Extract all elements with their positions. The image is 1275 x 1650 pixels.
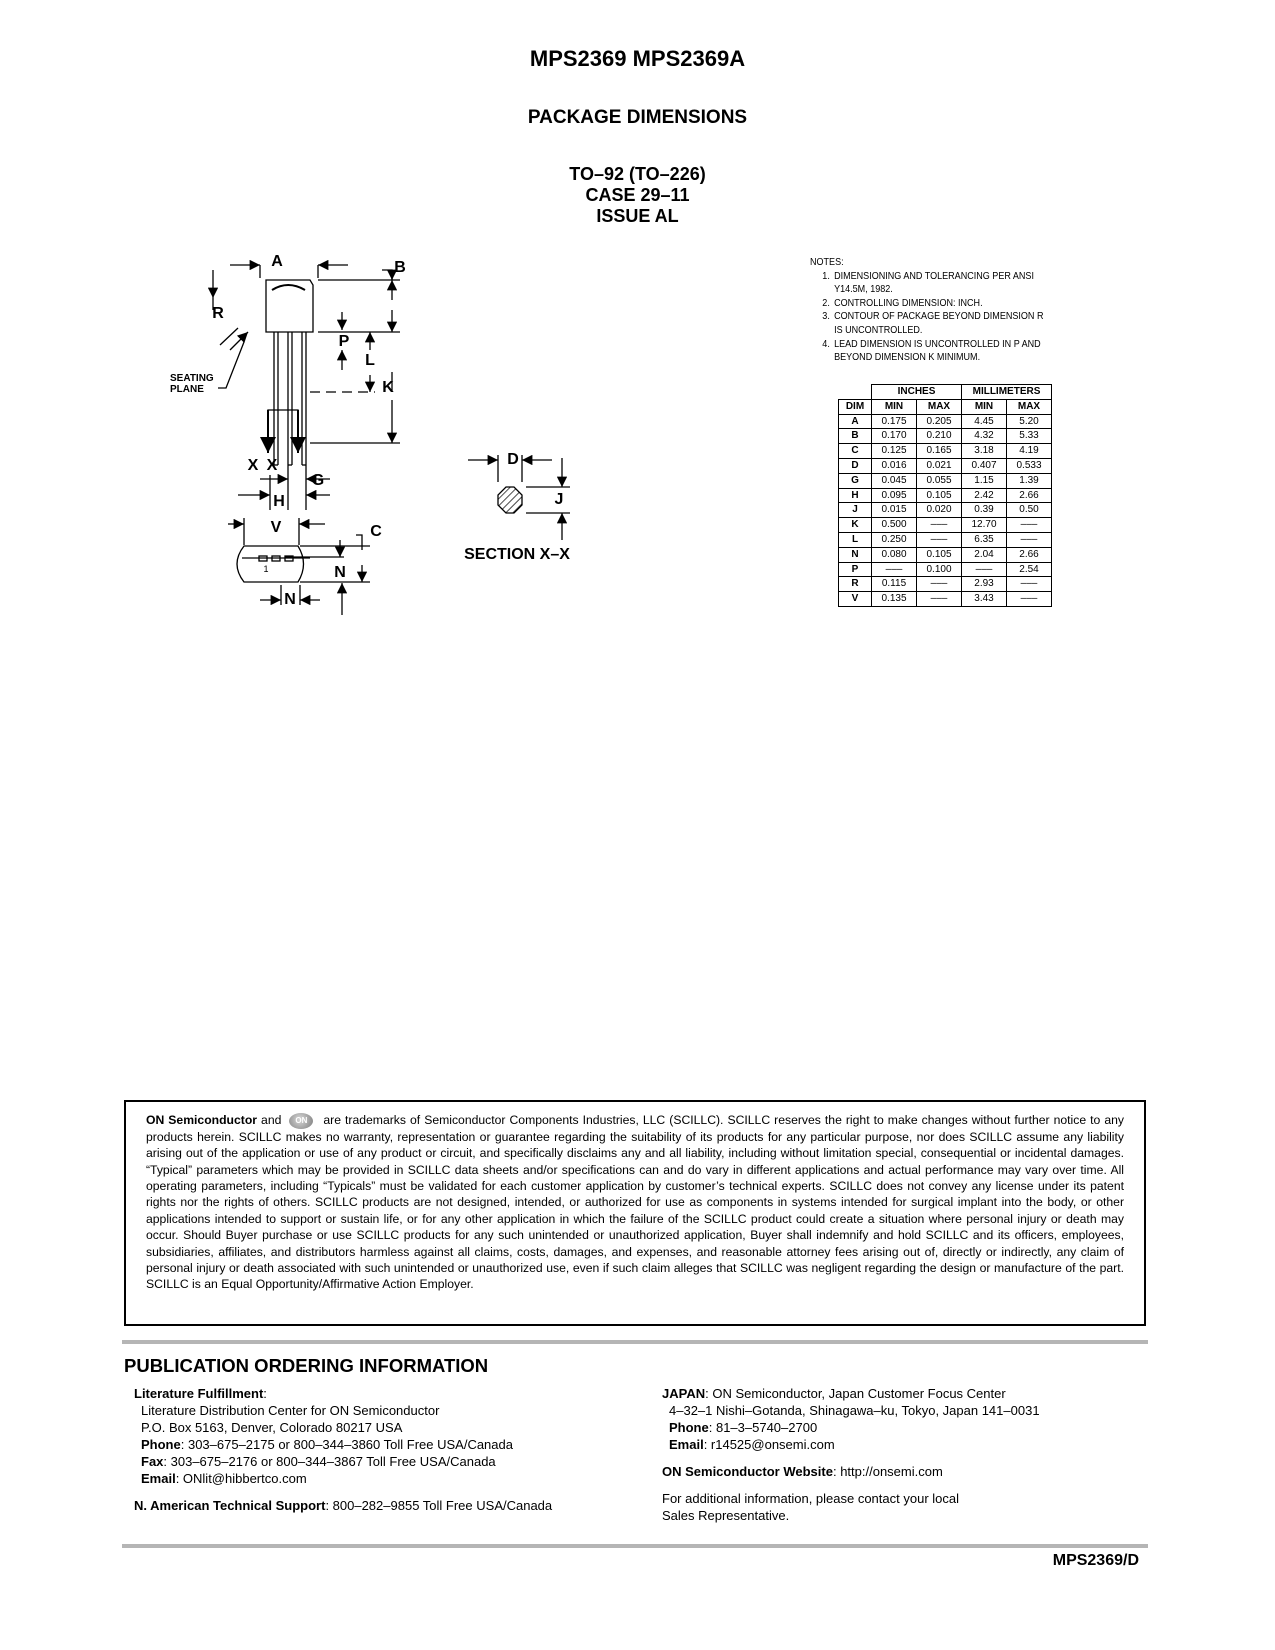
- on-logo-icon: ON: [289, 1113, 313, 1129]
- dim-label-r: R: [212, 305, 224, 322]
- contact-line: For additional information, please contact your local: [662, 1491, 959, 1506]
- dim-label-h: H: [273, 493, 285, 510]
- contact-line: Sales Representative.: [662, 1508, 790, 1523]
- dim-label-k: K: [382, 379, 394, 396]
- note-item: 3. CONTOUR OF PACKAGE BEYOND DIMENSION R IS UNCONTROLLED.: [832, 310, 1050, 337]
- value-cell: 0.100: [917, 562, 962, 577]
- website-link[interactable]: : http://onsemi.com: [832, 1464, 943, 1479]
- case-number: CASE 29–11: [585, 185, 690, 205]
- value-cell: –––: [962, 562, 1007, 577]
- value-cell: 0.533: [1007, 458, 1052, 473]
- value-cell: 0.39: [962, 503, 1007, 518]
- dim-label-g: G: [311, 472, 325, 489]
- bottom-view-outline: [237, 546, 304, 582]
- value-cell: 4.45: [962, 414, 1007, 429]
- note-item: 2. CONTROLLING DIMENSION: INCH.: [832, 297, 1050, 311]
- table-row: [839, 458, 1052, 473]
- table-row: [839, 503, 1052, 518]
- dim-label-l: L: [365, 352, 375, 369]
- dim-cell: L: [839, 532, 872, 547]
- value-cell: 4.19: [1007, 444, 1052, 459]
- dim-label-d: D: [507, 451, 519, 468]
- notes-block: [810, 256, 1051, 365]
- table-group-header-row: [839, 385, 1052, 400]
- value-cell: 5.33: [1007, 429, 1052, 444]
- dimension-table: [838, 384, 1052, 607]
- value-cell: 0.170: [872, 429, 917, 444]
- literature-line: Literature Distribution Center for ON Semiconductor: [141, 1403, 440, 1418]
- value-cell: 1.15: [962, 473, 1007, 488]
- value-cell: 1.39: [1007, 473, 1052, 488]
- value-cell: 3.18: [962, 444, 1007, 459]
- literature-address: P.O. Box 5163, Denver, Colorado 80217 USA: [141, 1420, 403, 1435]
- value-cell: 12.70: [962, 518, 1007, 533]
- phone-value: : 303–675–2175 or 800–344–3860 Toll Free USA/Canada: [180, 1437, 513, 1452]
- seating-plane-label-1: SEATING: [170, 373, 214, 384]
- japan-label: JAPAN: [662, 1386, 706, 1401]
- value-cell: 0.205: [917, 414, 962, 429]
- dim-cell: B: [839, 429, 872, 444]
- value-cell: 3.43: [962, 592, 1007, 607]
- value-cell: 0.135: [872, 592, 917, 607]
- value-cell: –––: [1007, 577, 1052, 592]
- table-row: [839, 444, 1052, 459]
- japan-address: 4–32–1 Nishi–Gotanda, Shinagawa–ku, Tokyo, Japan 141–0031: [669, 1403, 1040, 1418]
- website-label: ON Semiconductor Website: [662, 1464, 833, 1479]
- table-row: [839, 547, 1052, 562]
- document-number: MPS2369/D: [1052, 1552, 1139, 1569]
- value-cell: 0.015: [872, 503, 917, 518]
- dim-label-n-right: N: [334, 564, 346, 581]
- table-row: [839, 532, 1052, 547]
- value-cell: 0.407: [962, 458, 1007, 473]
- and-text: and: [261, 1113, 282, 1127]
- fax-value: : 303–675–2176 or 800–344–3867 Toll Free USA/Canada: [163, 1454, 496, 1469]
- japan-phone-label: Phone: [669, 1420, 709, 1435]
- support-label: N. American Technical Support: [134, 1498, 326, 1513]
- seating-plane-label-2: PLANE: [170, 384, 204, 395]
- value-cell: 0.055: [917, 473, 962, 488]
- dim-label-a: A: [271, 253, 283, 270]
- value-cell: 0.125: [872, 444, 917, 459]
- group-header-inches: INCHES: [872, 385, 962, 400]
- ordering-info-left: Literature Fulfillment: Literature Distribution Center for ON Semiconductor P.O. Box 5163, Denver, Colorado 80217 USA Phone: 303–675–2175 or 800–344–3860 Toll Free USA/Canada Fax: 303–675–2176 or 800–344–3867 Toll Free USA/Canada Email: ONlit@hibbertco.com N. American Technical Support: 800–282–9855 Toll Free USA/Canada: [134, 1385, 654, 1514]
- value-cell: –––: [872, 562, 917, 577]
- value-cell: –––: [917, 532, 962, 547]
- phone-label: Phone: [141, 1437, 181, 1452]
- column-header: DIM: [839, 399, 872, 414]
- value-cell: 6.35: [962, 532, 1007, 547]
- notes-header: NOTES:: [810, 256, 844, 268]
- value-cell: 0.500: [872, 518, 917, 533]
- value-cell: 0.045: [872, 473, 917, 488]
- group-header-millimeters: MILLIMETERS: [962, 385, 1052, 400]
- value-cell: –––: [917, 592, 962, 607]
- table-row: [839, 592, 1052, 607]
- value-cell: 2.93: [962, 577, 1007, 592]
- dim-label-n-bottom: N: [284, 591, 296, 608]
- column-header: MAX: [1007, 399, 1052, 414]
- section-view-shape: [498, 487, 522, 513]
- column-header: MIN: [962, 399, 1007, 414]
- table-column-header-row: [839, 399, 1052, 414]
- value-cell: 0.095: [872, 488, 917, 503]
- value-cell: –––: [1007, 592, 1052, 607]
- pin-1-label: 1: [263, 564, 269, 574]
- value-cell: 0.016: [872, 458, 917, 473]
- email-label: Email: [141, 1471, 176, 1486]
- value-cell: –––: [917, 577, 962, 592]
- table-row: [839, 414, 1052, 429]
- table-row: [839, 577, 1052, 592]
- divider: [122, 1340, 1148, 1344]
- dim-label-p: P: [338, 333, 350, 350]
- japan-email-value[interactable]: : r14525@onsemi.com: [703, 1437, 835, 1452]
- dim-label-b: B: [394, 259, 406, 276]
- dim-cell: R: [839, 577, 872, 592]
- value-cell: 0.210: [917, 429, 962, 444]
- section-label: SECTION X–X: [464, 546, 570, 563]
- japan-email-label: Email: [669, 1437, 704, 1452]
- value-cell: 2.42: [962, 488, 1007, 503]
- dim-cell: K: [839, 518, 872, 533]
- note-item: 4. LEAD DIMENSION IS UNCONTROLLED IN P AND BEYOND DIMENSION K MINIMUM.: [832, 338, 1050, 365]
- dim-cell: J: [839, 503, 872, 518]
- value-cell: 4.32: [962, 429, 1007, 444]
- ordering-info-right: [662, 1385, 1142, 1524]
- dim-cell: C: [839, 444, 872, 459]
- table-row: [839, 562, 1052, 577]
- disclaimer-text: are trademarks of Semiconductor Components Industries, LLC (SCILLC). SCILLC reserves the right to make changes without further notice to any products herein. SCILLC makes no warranty, representation or guarantee regarding the suitability of its products for any particular purpose, nor does SCILLC assume any liability arising out of the application or use of any product or circuit, and specifically disclaims any and all liability, including without limitation special, consequential or incidental damages. “Typical” parameters which may be provided in SCILLC data sheets and/or specifications can and do vary in different applications and actual performance may vary over time. All operating parameters, including “Typicals” must be validated for each customer application by customer’s technical experts. SCILLC does not convey any license under its patent rights nor the rights of others. SCILLC products are not designed, intended, or authorized for use as components in systems intended for surgical implant into the body, or other applications intended to support or sustain life, or for any other application in which the failure of the SCILLC product could create a situation where personal injury or death may occur. Should Buyer purchase or use SCILLC products for any such unintended or unauthorized application, Buyer shall indemnify and hold SCILLC and its officers, employees, subsidiaries, affiliates, and distributors harmless against all claims, costs, damages, and expenses, and reasonable attorney fees arising out of, directly or indirectly, any claim of personal injury or death associated with such unintended or unauthorized use, even if such claim alleges that SCILLC was negligent regarding the design or manufacture of the part. SCILLC is an Equal Opportunity/Affirmative Action Employer.: [146, 1113, 1124, 1292]
- value-cell: 2.54: [1007, 562, 1052, 577]
- value-cell: 0.250: [872, 532, 917, 547]
- legal-text: [146, 1112, 1124, 1293]
- package-drawing: [160, 250, 620, 650]
- dim-cell: P: [839, 562, 872, 577]
- value-cell: 0.175: [872, 414, 917, 429]
- value-cell: –––: [1007, 518, 1052, 533]
- dim-cell: H: [839, 488, 872, 503]
- value-cell: 2.66: [1007, 547, 1052, 562]
- support-value: : 800–282–9855 Toll Free USA/Canada: [325, 1498, 553, 1513]
- fax-label: Fax: [141, 1454, 164, 1469]
- section-title: PACKAGE DIMENSIONS: [527, 107, 748, 128]
- dim-cell: G: [839, 473, 872, 488]
- value-cell: 0.020: [917, 503, 962, 518]
- dim-label-c: C: [370, 523, 382, 540]
- publication-title: PUBLICATION ORDERING INFORMATION: [124, 1355, 489, 1376]
- dim-cell: A: [839, 414, 872, 429]
- dim-cell: D: [839, 458, 872, 473]
- value-cell: –––: [1007, 532, 1052, 547]
- japan-phone-value: : 81–3–5740–2700: [708, 1420, 818, 1435]
- japan-value: : ON Semiconductor, Japan Customer Focus Center: [705, 1386, 1006, 1401]
- value-cell: 5.20: [1007, 414, 1052, 429]
- value-cell: 0.080: [872, 547, 917, 562]
- divider: [122, 1544, 1148, 1548]
- table-row: [839, 518, 1052, 533]
- part-title: MPS2369 MPS2369A: [529, 46, 746, 71]
- table-row: [839, 429, 1052, 444]
- note-item: 1. DIMENSIONING AND TOLERANCING PER ANSI Y14.5M, 1982.: [832, 270, 1050, 297]
- dim-cell: N: [839, 547, 872, 562]
- value-cell: 0.115: [872, 577, 917, 592]
- email-value[interactable]: : ONlit@hibbertco.com: [175, 1471, 307, 1486]
- value-cell: 0.021: [917, 458, 962, 473]
- value-cell: 0.50: [1007, 503, 1052, 518]
- table-row: [839, 488, 1052, 503]
- package-body-outline: [266, 280, 313, 332]
- table-row: [839, 473, 1052, 488]
- dim-label-v: V: [270, 519, 282, 536]
- legal-disclaimer: [124, 1100, 1146, 1326]
- value-cell: 0.105: [917, 488, 962, 503]
- value-cell: 2.66: [1007, 488, 1052, 503]
- value-cell: –––: [917, 518, 962, 533]
- dim-label-x2: X: [266, 457, 278, 474]
- literature-label: Literature Fulfillment: [134, 1386, 264, 1401]
- value-cell: 2.04: [962, 547, 1007, 562]
- value-cell: 0.165: [917, 444, 962, 459]
- issue-number: ISSUE AL: [596, 206, 679, 226]
- column-header: MAX: [917, 399, 962, 414]
- dim-label-x1: X: [247, 457, 259, 474]
- value-cell: 0.105: [917, 547, 962, 562]
- company-name: ON Semiconductor: [146, 1113, 258, 1127]
- dim-cell: V: [839, 592, 872, 607]
- package-name: TO–92 (TO–226): [569, 164, 706, 184]
- column-header: MIN: [872, 399, 917, 414]
- dim-label-j: J: [554, 491, 564, 508]
